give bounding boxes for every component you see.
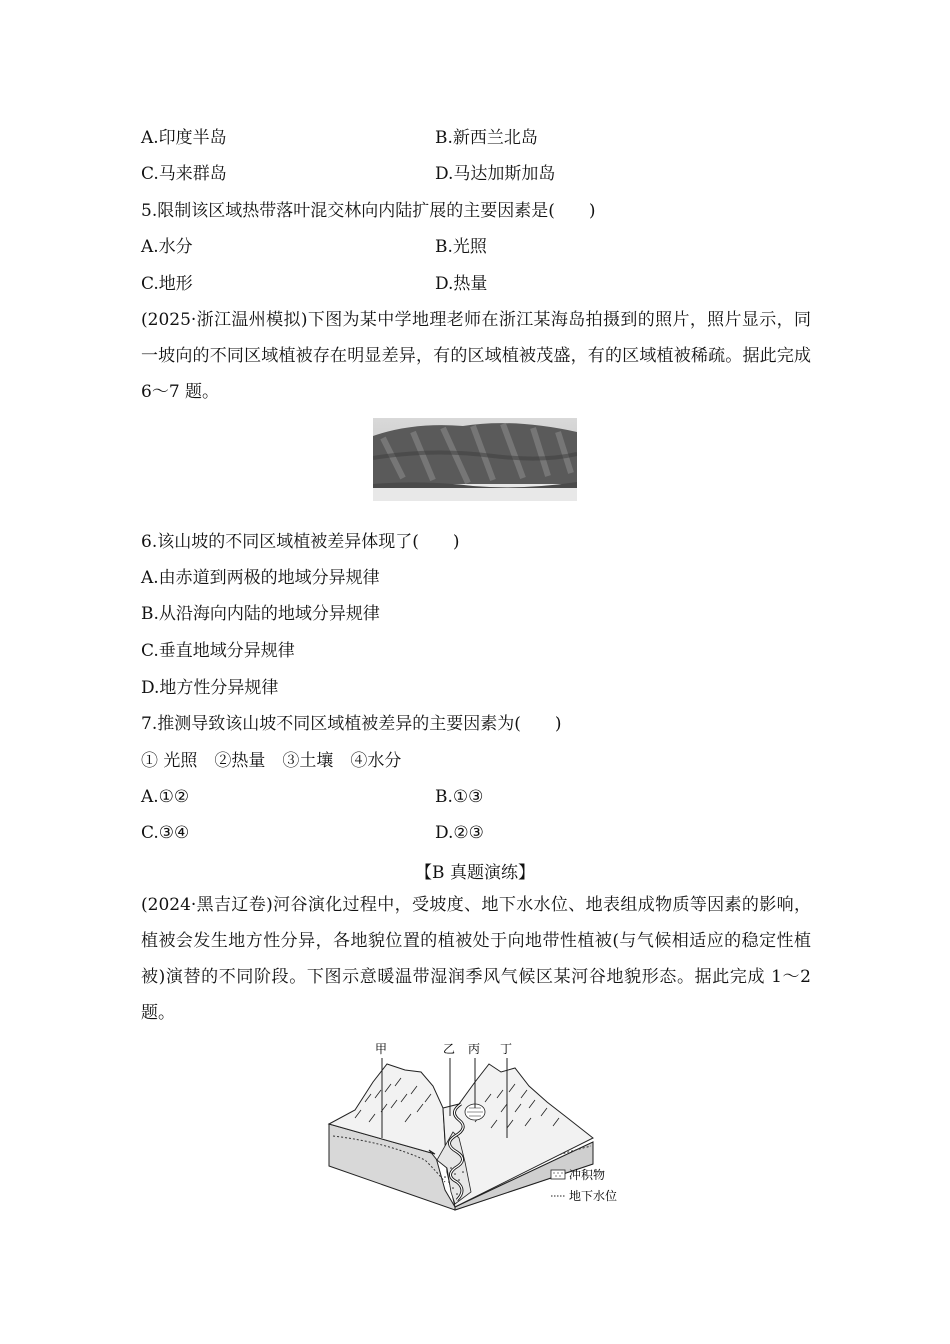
- intro-paragraph-2: (2024·黑吉辽卷)河谷演化过程中，受坡度、地下水水位、地表组成物质等因素的影响，植被会发生地方性分异，各地貌位置的植被处于向地带性植被(与气候相适应的稳定性植被)演替的不同阶段。下图示意暖温带湿润季风气候区某河谷地貌形态。据此完成 1～2 题。: [141, 895, 811, 1023]
- q6-option-a: A.由赤道到两极的地域分异规律: [141, 568, 380, 588]
- q7-option-c: C.③④: [141, 823, 190, 843]
- q6-option-d: D.地方性分异规律: [141, 678, 279, 698]
- q5-option-d: D.热量: [435, 274, 488, 294]
- section-title: 【B 真题演练】: [415, 863, 535, 883]
- q6-option-b: B.从沿海向内陆的地域分异规律: [141, 604, 380, 624]
- legend-groundwater: 地下水位: [569, 1189, 618, 1203]
- q5-stem: 5.限制该区域热带落叶混交林向内陆扩展的主要因素是( ): [141, 201, 596, 221]
- hillside-photo: [373, 418, 577, 501]
- legend-sediment: 冲积物: [569, 1168, 606, 1182]
- q7-option-a: A.①②: [141, 787, 190, 807]
- q5-option-c: C.地形: [141, 274, 193, 294]
- q6-option-c: C.垂直地域分异规律: [141, 641, 295, 661]
- q5-option-a: A.水分: [141, 237, 193, 257]
- q4-option-c: C.马来群岛: [141, 164, 227, 184]
- label-jia: 甲: [375, 1042, 388, 1056]
- q6-stem: 6.该山坡的不同区域植被差异体现了( ): [141, 532, 460, 552]
- sediment-legend-swatch: [551, 1170, 565, 1179]
- q4-option-a: A.印度半岛: [141, 128, 227, 148]
- q7-option-b: B.①③: [435, 787, 484, 807]
- q4-option-d: D.马达加斯加岛: [435, 164, 556, 184]
- q7-option-d: D.②③: [435, 823, 484, 843]
- label-yi: 乙: [443, 1042, 456, 1056]
- intro-paragraph-1: (2025·浙江温州模拟)下图为某中学地理老师在浙江某海岛拍摄到的照片，照片显示，同一坡向的不同区域植被存在明显差异，有的区域植被茂盛，有的区域植被稀疏。据此完成 6～7 题。: [141, 310, 811, 402]
- q7-stem: 7.推测导致该山坡不同区域植被差异的主要因素为( ): [141, 714, 562, 734]
- q4-option-b: B.新西兰北岛: [435, 128, 538, 148]
- label-ding: 丁: [500, 1042, 513, 1056]
- label-bing: 丙: [468, 1042, 481, 1056]
- q7-items: ① 光照 ②热量 ③土壤 ④水分: [141, 751, 402, 771]
- river-valley-diagram: [325, 1042, 630, 1214]
- q5-option-b: B.光照: [435, 237, 487, 257]
